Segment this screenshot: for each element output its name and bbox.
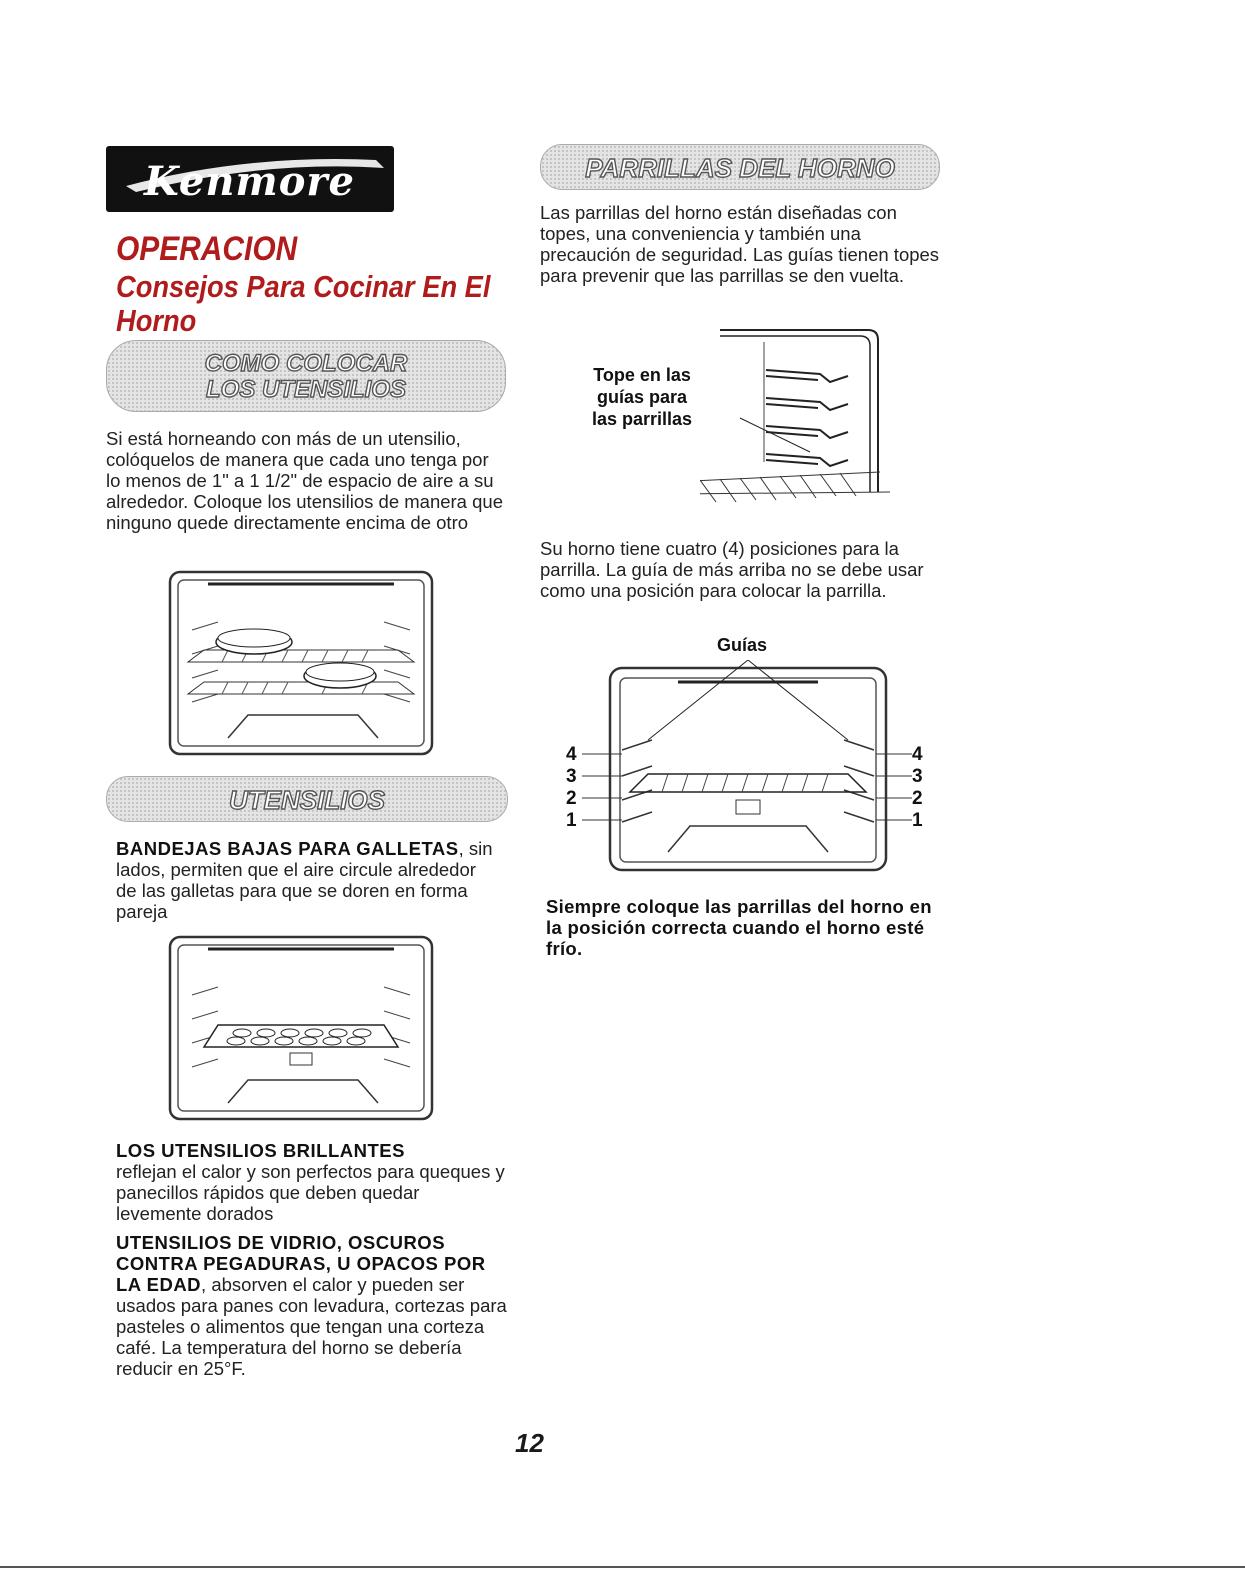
oven-illustration-pies [168, 570, 434, 756]
rack-number-1-right: 1 [912, 810, 923, 831]
page-subtitle: Consejos Para Cocinar En El Horno [116, 269, 491, 338]
rack-stop-illustration [700, 322, 900, 517]
cookie-sheets-lead: BANDEJAS BAJAS PARA GALLETAS [116, 838, 459, 859]
shiny-pans-paragraph [116, 1140, 506, 1224]
callout-line-2: guías para [597, 387, 688, 407]
racks-intro-paragraph: Las parrillas del horno están diseñadas con topes, una conveniencia y también una precaución de seguridad. Las guías tienen topes para prevenir que las parrillas se den vuelta. [540, 202, 940, 286]
page-number: 12 [515, 1428, 544, 1458]
rack-number-2-left: 2 [566, 788, 577, 809]
safety-warning: Siempre coloque las parrillas del horno en la posición correcta cuando el horno esté frío. [546, 896, 932, 959]
callout-line-1: Tope en las [593, 365, 691, 385]
rack-number-1-left: 1 [566, 810, 577, 831]
rack-leader-lines-left [582, 752, 622, 837]
kenmore-logo [106, 146, 394, 212]
banner-utensilios [106, 776, 508, 822]
rack-leader-lines-right [876, 752, 912, 837]
banner-line-2: LOS UTENSILIOS [205, 376, 406, 403]
rack-number-4-right: 4 [912, 744, 923, 765]
bottom-rule [0, 1566, 1245, 1568]
rack-positions-paragraph: Su horno tiene cuatro (4) posiciones para la parrilla. La guía de más arriba no se debe usar como una posición para colocar la parrilla. [540, 538, 924, 601]
logo-text: Kenmore [144, 158, 355, 205]
section-title: OPERACION [116, 230, 298, 268]
banner-utensilios-label: UTENSILIOS [228, 785, 385, 815]
banner-como-colocar [106, 340, 506, 412]
dark-pans-lead: UTENSILIOS DE VIDRIO, OSCUROS CONTRA PEGADURAS, U OPACOS POR LA EDAD [116, 1232, 486, 1295]
intro-paragraph: Si está horneando con más de un utensilio, colóquelos de manera que cada uno tenga por lo menos de 1" a 1 1/2" de espacio de aire a su alrededor. Coloque los utensilios de manera que ninguno quede directamente encima de otro [106, 428, 503, 533]
rack-numbers-left [566, 744, 577, 832]
cookie-sheets-text: , sin lados, permiten que el aire circule alrededor de las galletas para que se doren en forma pareja [116, 838, 493, 922]
rack-number-2-right: 2 [912, 788, 923, 809]
shiny-pans-lead: LOS UTENSILIOS BRILLANTES [116, 1140, 405, 1161]
banner-parrillas [540, 144, 940, 190]
shiny-pans-text: reflejan el calor y son perfectos para queques y panecillos rápidos que deben quedar levemente dorados [116, 1161, 505, 1224]
banner-line-1: COMO COLOCAR [204, 350, 408, 377]
banner-parrillas-label: PARRILLAS DEL HORNO [585, 153, 895, 183]
oven-illustration-positions [608, 660, 888, 874]
rack-stop-callout [592, 364, 692, 430]
rack-numbers-right [912, 744, 923, 832]
cookie-sheets-paragraph [116, 838, 496, 922]
oven-illustration-cookies [168, 935, 434, 1121]
rack-number-4-left: 4 [566, 744, 577, 765]
dark-pans-paragraph [116, 1232, 511, 1379]
rack-number-3-right: 3 [912, 766, 923, 787]
callout-line-3: las parrillas [592, 409, 693, 429]
dark-pans-text: , absorven el calor y pueden ser usados para panes con levadura, cortezas para pasteles o alimentos que tengan una corteza café. La temperatura del horno se debería reducir en 25°F. [116, 1274, 507, 1379]
rack-number-3-left: 3 [566, 766, 577, 787]
guides-label: Guías [716, 635, 768, 655]
